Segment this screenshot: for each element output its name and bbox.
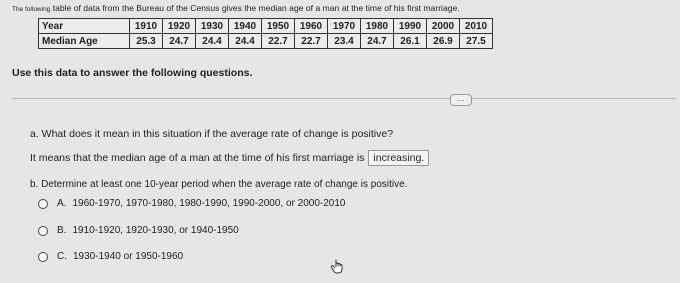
year-cell: 1930 (196, 19, 229, 34)
age-cell: 24.4 (196, 34, 229, 49)
radio-button[interactable] (38, 226, 48, 236)
year-header: Year (39, 19, 130, 34)
intro-text (12, 3, 460, 13)
option-c[interactable] (38, 251, 183, 262)
option-letter: A. (57, 198, 67, 209)
age-cell: 24.4 (229, 34, 262, 49)
divider (12, 98, 676, 99)
year-cell: 2000 (427, 19, 460, 34)
year-cell: 1910 (130, 19, 163, 34)
answer-a-prefix: It means that the median age of a man at the time of his first marriage is (30, 152, 365, 164)
age-cell: 22.7 (295, 34, 328, 49)
age-cell: 27.5 (460, 34, 493, 49)
intro-body: table of data from the Bureau of the Census gives the median age of a man at the time of his first marriage. (52, 3, 460, 13)
option-letter: B. (57, 225, 67, 236)
age-cell: 22.7 (262, 34, 295, 49)
option-text: 1910-1920, 1920-1930, or 1940-1950 (72, 225, 239, 236)
census-table (38, 18, 493, 49)
answer-a (30, 150, 429, 166)
year-cell: 1940 (229, 19, 262, 34)
question-b: b. Determine at least one 10-year period when the average rate of change is positive. (30, 179, 408, 190)
year-cell: 1970 (328, 19, 361, 34)
year-row (39, 19, 493, 34)
option-a[interactable] (38, 198, 345, 209)
option-letter: C. (57, 251, 67, 262)
year-cell: 1960 (295, 19, 328, 34)
age-cell: 23.4 (328, 34, 361, 49)
expand-button[interactable]: ... (450, 94, 472, 106)
radio-button[interactable] (38, 199, 48, 209)
age-cell: 24.7 (163, 34, 196, 49)
age-cell: 25.3 (130, 34, 163, 49)
intro-lead: The following (12, 6, 51, 13)
radio-button[interactable] (38, 252, 48, 262)
year-cell: 2010 (460, 19, 493, 34)
year-cell: 1980 (361, 19, 394, 34)
option-text: 1930-1940 or 1950-1960 (73, 251, 184, 262)
option-text: 1960-1970, 1970-1980, 1980-1990, 1990-2000, or 2000-2010 (72, 198, 346, 209)
age-cell: 24.7 (361, 34, 394, 49)
answer-a-box[interactable]: increasing. (368, 150, 429, 166)
year-cell: 1990 (394, 19, 427, 34)
hand-cursor-icon (331, 258, 345, 274)
year-cell: 1920 (163, 19, 196, 34)
year-cell: 1950 (262, 19, 295, 34)
age-cell: 26.1 (394, 34, 427, 49)
median-age-header: Median Age (39, 34, 130, 49)
age-cell: 26.9 (427, 34, 460, 49)
question-a: a. What does it mean in this situation if the average rate of change is positive? (30, 128, 394, 140)
instruction-text: Use this data to answer the following questions. (12, 67, 253, 79)
option-b[interactable] (38, 225, 239, 236)
median-age-row (39, 34, 493, 49)
